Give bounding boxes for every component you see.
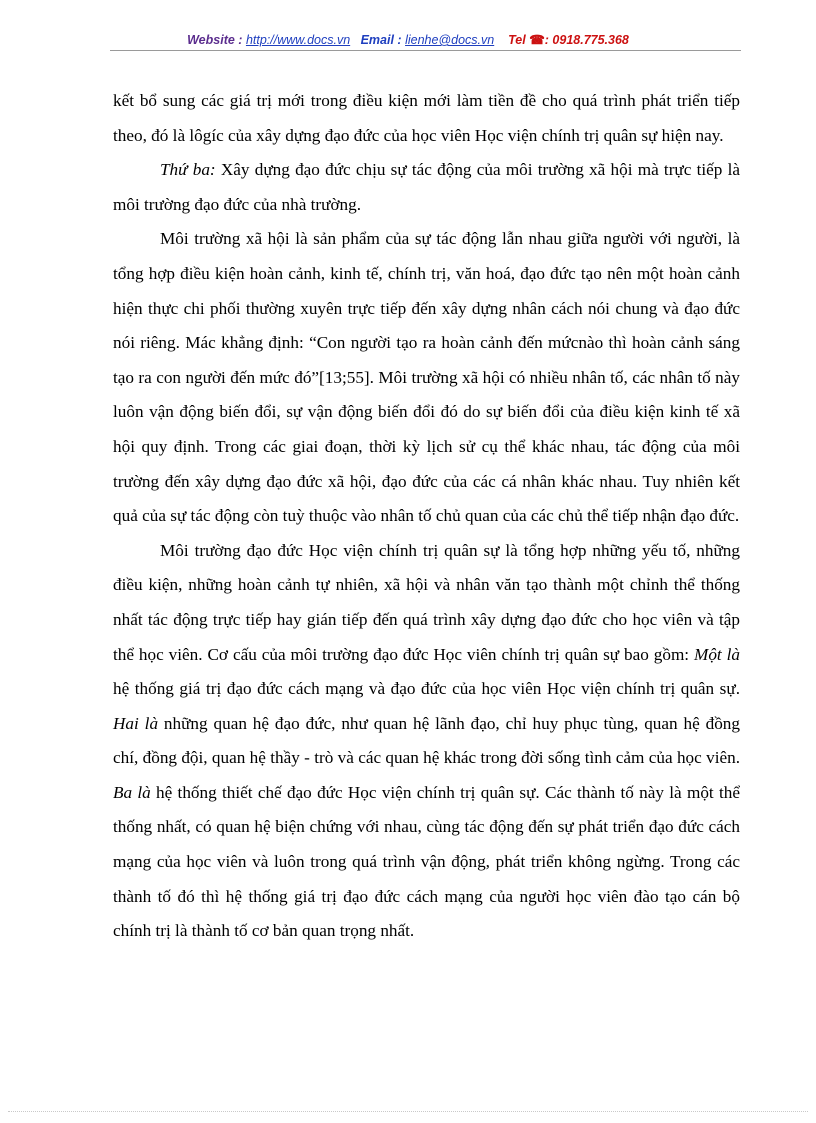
phone-number: : 0918.775.368 (544, 33, 629, 47)
paragraph-text: những quan hệ đạo đức, như quan hệ lãnh đạo, chỉ huy phục tùng, quan hệ đồng chí, đồng đội, quan hệ thầy - trò và các quan hệ khác trong đời sống tình cảm của học viên. (113, 713, 740, 768)
website-label: Website : (187, 33, 243, 47)
paragraph (113, 153, 740, 222)
paragraph-text: Xây dựng đạo đức chịu sự tác động của môi trường xã hội mà trực tiếp là môi trường đạo đức của nhà trường. (113, 160, 740, 214)
footer-divider (8, 1111, 808, 1112)
paragraph-text: Môi trường đạo đức Học viện chính trị quân sự là tổng hợp những yếu tố, những điều kiện, những hoàn cảnh tự nhiên, xã hội và nhân văn tạo thành một chỉnh thể thống nhất tác động trực tiếp hay gián tiếp đến quá trình xây dựng đạo đức cho học viên và tập thể học viên. Cơ cấu của môi trường đạo đức Học viên chính trị quân sự bao gồm: (113, 540, 740, 664)
email-link[interactable]: lienhe@docs.vn (405, 33, 495, 47)
emphasis: Thứ ba: (160, 160, 216, 180)
email-label: Email : (360, 33, 402, 47)
document-body (113, 84, 740, 949)
tel-label: Tel (508, 33, 526, 47)
paragraph (113, 534, 740, 949)
paragraph: kết bổ sung các giá trị mới trong điều kiện mới làm tiền đề cho quá trình phát triển tiếp theo, đó là lôgíc của xây dựng đạo đức của học viên Học viện chính trị quân sự hiện nay. (113, 91, 740, 145)
page-header (0, 32, 816, 47)
emphasis: Một là (694, 644, 740, 664)
emphasis: Ba là (113, 782, 151, 802)
paragraph: Môi trường xã hội là sản phẩm của sự tác động lẫn nhau giữa người với người, là tổng hợp điều kiện hoàn cảnh, kinh tế, chính trị, văn hoá, đạo đức tạo nên một hoàn cảnh hiện thực chi phối thường xuyên trực tiếp đến xây dựng nhân cách nói chung và đạo đức nói riêng. Mác khẳng định: “Con người tạo ra hoàn cảnh đến mứcnào thì hoàn cảnh sáng tạo ra con người đến mức đó”[13;55]. Môi trường xã hội có nhiều nhân tố, các nhân tố này luôn vận động biến đổi, sự vận động biến đổi đó do sự biến đổi của điều kiện kinh tế xã hội quy định. Trong các giai đoạn, thời kỳ lịch sử cụ thể khác nhau, tác động của môi trường đến xây dựng đạo đức xã hội, đạo đức của các cá nhân khác nhau. Tuy nhiên kết quả của sự tác động còn tuỳ thuộc vào nhân tố chủ quan của các chủ thể tiếp nhận đạo đức. (113, 229, 740, 526)
paragraph-text: hệ thống thiết chế đạo đức Học viện chính trị quân sự. Các thành tố này là một thể thống nhất, có quan hệ biện chứng với nhau, cùng tác động đến sự phát triển đạo đức cách mạng của học viên và luôn trong quá trình vận động, phát triển không ngừng. Trong các thành tố đó thì hệ thống giá trị đạo đức cách mạng của người học viên đào tạo cán bộ chính trị là thành tố cơ bản quan trọng nhất. (113, 782, 740, 941)
header-divider (110, 50, 741, 51)
emphasis: Hai là (113, 713, 159, 733)
phone-icon: ☎ (529, 33, 545, 47)
website-link[interactable]: http://www.docs.vn (245, 33, 351, 47)
paragraph-text: hệ thống giá trị đạo đức cách mạng và đạo đức của học viên Học viện chính trị quân sự. (113, 679, 740, 699)
